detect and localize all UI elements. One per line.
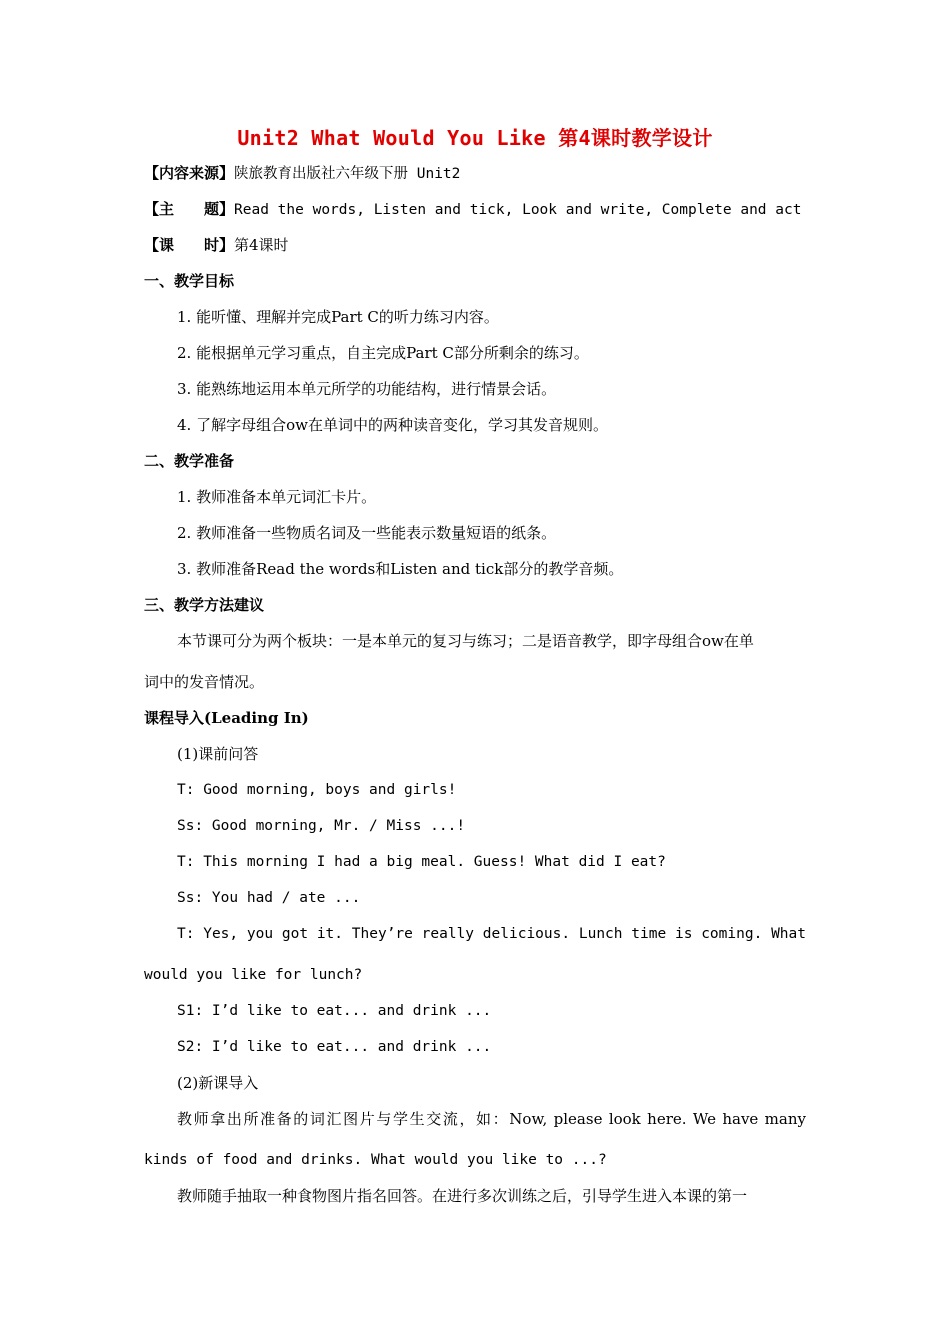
meta-period-value: 第4课时 bbox=[234, 236, 289, 254]
section-heading-leadin: 课程导入(Leading In) bbox=[144, 709, 309, 727]
dialog-line bbox=[177, 924, 806, 944]
goal-item: 4. 了解字母组合ow在单词中的两种读音变化，学习其发音规则。 bbox=[177, 416, 608, 434]
dialog-line: Ss: Good morning, Mr. / Miss ...! bbox=[177, 818, 466, 834]
section-heading-method: 三、教学方法建议 bbox=[144, 596, 265, 614]
section-heading-prep: 二、教学准备 bbox=[144, 452, 235, 470]
meta-period-label: 【课 时】 bbox=[144, 236, 235, 254]
dialog-line: T: This morning I had a big meal. Guess! What did I eat? bbox=[177, 854, 666, 870]
section-heading-goals: 一、教学目标 bbox=[144, 272, 235, 290]
goal-item: 1. 能听懂、理解并完成Part C的听力练习内容。 bbox=[177, 308, 499, 326]
subheading-warmup: (1)课前问答 bbox=[177, 745, 259, 763]
meta-source bbox=[144, 163, 460, 184]
paragraph-line: 教师随手抽取一种食物图片指名回答。在进行多次训练之后，引导学生进入本课的第一 bbox=[177, 1187, 748, 1205]
paragraph-line: kinds of food and drinks. What would you like to ...? bbox=[144, 1152, 607, 1168]
meta-period bbox=[144, 235, 289, 255]
prep-item: 3. 教师准备Read the words和Listen and tick部分的教学音频。 bbox=[177, 560, 624, 578]
meta-topic-label: 【主 题】 bbox=[144, 200, 235, 218]
method-paragraph-line: 词中的发音情况。 bbox=[144, 673, 265, 691]
paragraph-line-text: 教师拿出所准备的词汇图片与学生交流，如：Now, please look here. We have many bbox=[177, 1110, 806, 1128]
dialog-line: S1: I’d like to eat... and drink ... bbox=[177, 1003, 492, 1019]
dialog-long-line: T: Yes, you got it. They’re really delicious. Lunch time is coming. What bbox=[177, 926, 806, 942]
meta-source-label: 【内容来源】 bbox=[144, 164, 235, 182]
meta-topic-value: Read the words, Listen and tick, Look and write, Complete and act bbox=[234, 202, 802, 218]
paragraph-line bbox=[177, 1109, 806, 1129]
dialog-line: would you like for lunch? bbox=[144, 967, 363, 983]
document-title: Unit2 What Would You Like 第4课时教学设计 bbox=[237, 126, 713, 150]
dialog-line: Ss: You had / ate ... bbox=[177, 890, 361, 906]
subheading-new-lesson: (2)新课导入 bbox=[177, 1074, 259, 1092]
dialog-line: S2: I’d like to eat... and drink ... bbox=[177, 1039, 492, 1055]
prep-item: 2. 教师准备一些物质名词及一些能表示数量短语的纸条。 bbox=[177, 524, 557, 542]
meta-topic bbox=[144, 199, 801, 220]
goal-item: 2. 能根据单元学习重点，自主完成Part C部分所剩余的练习。 bbox=[177, 344, 589, 362]
goal-item: 3. 能熟练地运用本单元所学的功能结构，进行情景会话。 bbox=[177, 380, 557, 398]
meta-source-value: 陕旅教育出版社六年级下册 Unit2 bbox=[234, 166, 461, 182]
method-paragraph-line: 本节课可分为两个板块：一是本单元的复习与练习；二是语音教学，即字母组合ow在单 bbox=[177, 632, 754, 650]
prep-item: 1. 教师准备本单元词汇卡片。 bbox=[177, 488, 377, 506]
dialog-line: T: Good morning, boys and girls! bbox=[177, 782, 457, 798]
